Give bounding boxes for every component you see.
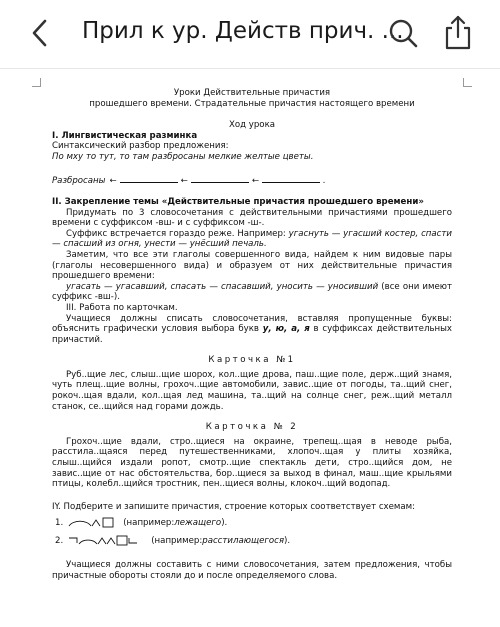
blank-line — [120, 174, 178, 183]
doc-title: Уроки Действительные причастия прошедшего времени. Страдательные причастия настоящего времени — [89, 88, 415, 109]
document-page — [52, 78, 452, 582]
fill-label: Разбросаны — [52, 176, 106, 187]
blank-line — [262, 174, 320, 183]
app-toolbar — [0, 0, 500, 69]
section-2-para: Придумать по 3 словосочетания с действительными причастиями прошедшего времени с суффиксом -вш- и с суффиксом -ш-. — [52, 207, 452, 229]
section-3-heading: III. Работа по карточкам. — [66, 302, 178, 313]
arrow-icon: ← — [251, 176, 260, 187]
document-title: Прил к ур. Действ прич. ... — [82, 18, 404, 44]
section-1-sentence: По мху то тут, то там разбросаны мелкие желтые цветы. — [52, 151, 314, 162]
arrow-icon: ← — [109, 176, 117, 187]
section-1-task: Синтаксический разбор предложения: — [52, 141, 229, 152]
section-2-heading: II. Закрепление темы «Действительные причастия прошедшего времени» — [52, 196, 424, 207]
section-4-heading: IY. Подберите и запишите причастия, строение которых соответствует схемам: — [52, 501, 416, 512]
section-3-para: Учащиеся должны списать словосочетания, вставляя пропущенные буквы: объяснить графически условия выбора букв у, ю, а, я в суффиксах действительных причастий. — [52, 313, 453, 345]
morpheme-scheme-icon — [67, 534, 147, 548]
page-corner-mark — [32, 78, 41, 87]
section-4-final: Учащиеся должны составить с ними словосочетания, затем предложения, чтобы причастные обороты стояли до и после определяемого слова. — [52, 560, 452, 581]
share-icon[interactable] — [443, 14, 473, 50]
fill-in-row — [52, 174, 452, 187]
fill-end: . — [323, 176, 326, 187]
section-1-heading: I. Лингвистическая разминка — [52, 130, 198, 141]
arrow-icon: ← — [180, 176, 188, 187]
lesson-plan-heading: Ход урока — [228, 120, 276, 130]
card-1-title: Карточка №1 — [208, 355, 296, 366]
search-icon[interactable] — [388, 17, 418, 49]
card-2-text: Грохоч..щие вдали, стро..щиеся на окраине, трепещ..щая в неводе рыба, расстила..щаяся перед путешественниками, хлопоч..щая у плиты хозяйка, слыш..щийся издали ропот, смотр..щие спектакль дети, стро..щийся дом, не завис..щие от нас обстоятельства, бор..щиеся за выход в финал, маш..щие крыльями птицы, колебл..щийся тростник, пен..щиеся волны, клокоч..щий водопад. — [52, 436, 452, 490]
scheme-row-2: 2. (например: расстилающегося ). — [52, 534, 452, 548]
morpheme-scheme-icon — [67, 516, 119, 530]
card-1-text: Руб..щие лес, слыш..щие шорох, кол..щие дрова, паш..щие поле, держ..щий знамя, чуть плещ..щие волны, грохоч..щие автомобили, завис..щие от погоды, та..щий снег, рокоч..щая вдали, кол..щая лед машина, та..щий на солнце снег, реж..щий металл станок, се..щийся над горами дождь. — [52, 369, 452, 412]
scheme-row-1: 1. (например: лежащего ). — [52, 516, 452, 530]
section-2-para: Заметим, что все эти глаголы совершенного вида, найдем к ним видовые пары (глаголы несовершенного вида) и образуем от них действительные причастия прошедшего времени: — [52, 249, 452, 282]
section-2-para: Суффикс встречается гораздо реже. Например: угаснуть — угасший костер, спасти — спасший из огня, унести — унёсший печаль. — [52, 228, 452, 250]
section-2-para: угасать — угасавший, спасать — спасавший, уносить — уносивший (все они имеют суффикс -вш-). — [52, 281, 452, 303]
chevron-left-icon[interactable] — [28, 18, 52, 48]
blank-line — [191, 174, 249, 183]
card-2-title: Карточка № 2 — [205, 422, 299, 433]
page-corner-mark — [463, 78, 472, 87]
